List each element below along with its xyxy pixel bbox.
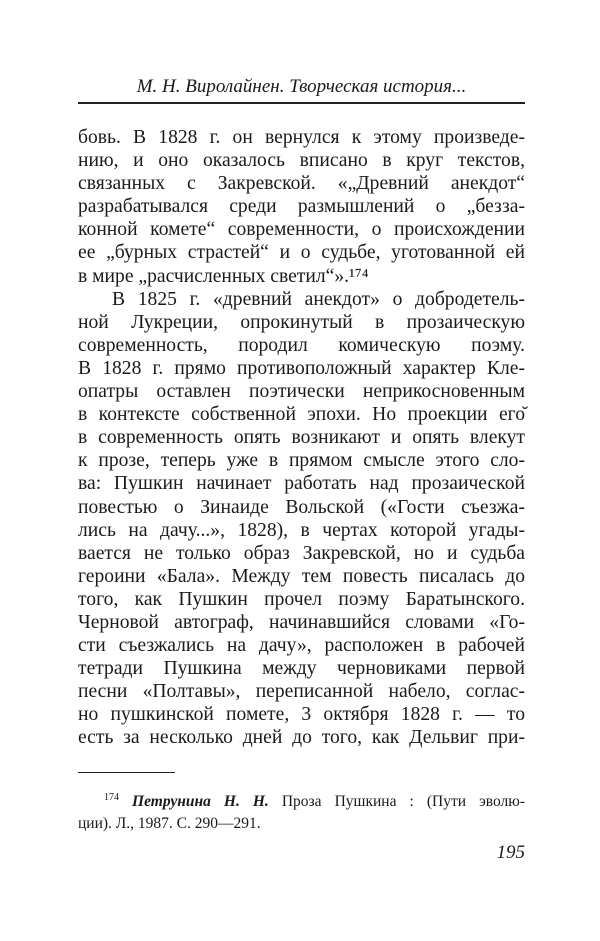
page-number: 195 <box>496 842 525 863</box>
text-line: сти съезжались на дачу», расположен в рабочей <box>78 635 525 657</box>
text-line: в контексте собственной эпохи. Но проекции его̆ <box>78 404 525 426</box>
body-text <box>78 126 525 750</box>
text-line: повестью о Зинаиде Вольской («Гости съезжа- <box>78 496 525 518</box>
footnote-rule <box>78 772 175 773</box>
footnote-line <box>78 787 525 813</box>
running-header: М. Н. Виролайнен. Творческая история... <box>136 76 467 97</box>
text-line: в современность опять возникают и опять влекут <box>78 427 525 449</box>
header-rule <box>78 102 525 104</box>
footnote <box>78 787 525 835</box>
footnote-number: 174 <box>104 792 119 803</box>
text-line: вается не только образ Закревской, но и судьба <box>78 542 525 564</box>
text-line: Черновой автограф, начинавшийся словами «Го- <box>78 611 525 633</box>
text-line: песни «Полтавы», переписанной набело, соглас- <box>78 681 525 703</box>
text-line: но пушкинской помете, 3 октября 1828 г. — то <box>78 704 525 726</box>
text-line: в мире „расчисленных светил“».¹⁷⁴ <box>78 265 369 287</box>
text-line: есть за несколько дней до того, как Дельвиг при- <box>78 727 525 749</box>
text-line: ва: Пушкин начинает работать над прозаической <box>78 473 525 495</box>
text-line: ной Лукреции, опрокинутый в прозаическую <box>78 311 525 333</box>
footnote-author: Петрунина Н. Н. <box>132 793 269 811</box>
text-line: В 1825 г. «древний анекдот» о добродетель- <box>112 288 525 310</box>
text-line: нию, и оно оказалось вписано в круг текстов, <box>78 150 525 172</box>
footnote-title: Проза Пушкина : (Пути эволю- <box>281 793 525 811</box>
text-line: тетради Пушкина между черновиками первой <box>78 658 525 680</box>
text-line: связанных с Закревской. «„Древний анекдот“ <box>78 173 525 195</box>
text-line: к прозе, теперь уже в прямом смысле этого сло- <box>78 450 525 472</box>
text-line: бовь. В 1828 г. он вернулся к этому произведе- <box>78 127 525 148</box>
text-line: героини «Бала». Между тем повесть писалась до <box>78 565 525 587</box>
text-line: опатры оставлен поэтически неприкосновенным <box>78 381 525 403</box>
text-line: разрабатывался среди размышлений о „безза- <box>78 196 525 218</box>
text-line: того, как Пушкин прочел поэму Баратынского. <box>78 588 525 610</box>
text-line: лись на дачу...», 1828), в чертах которой угады- <box>78 519 525 541</box>
text-line: ее „бурных страстей“ и о судьбе, уготованной ей <box>78 242 525 264</box>
footnote-line: ции). Л., 1987. С. 290—291. <box>78 815 261 833</box>
text-line: современность, породил комическую поэму. <box>78 334 525 356</box>
text-line: конной комете“ современности, о происхождении <box>78 219 525 241</box>
text-line: В 1828 г. прямо противоположный характер Кле- <box>78 357 525 379</box>
